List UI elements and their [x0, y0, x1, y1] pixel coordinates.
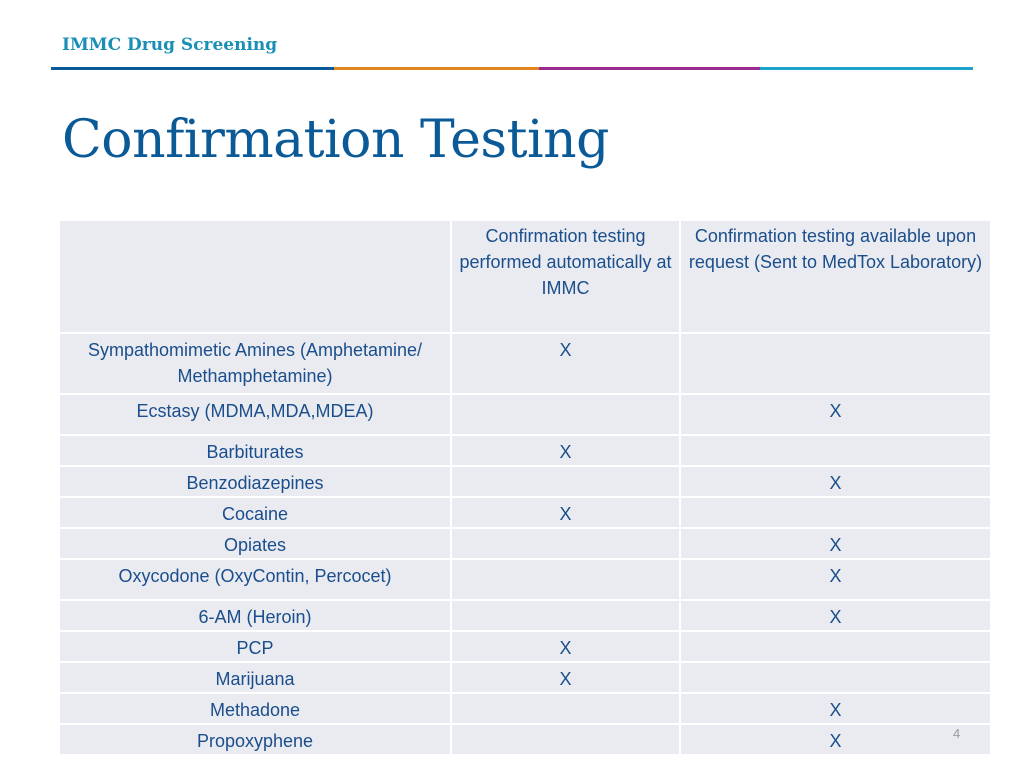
automatic-confirmation-cell: [451, 693, 680, 724]
automatic-confirmation-cell: [451, 466, 680, 497]
on-request-confirmation-cell: X: [680, 394, 991, 435]
table-row: [59, 559, 991, 600]
table-row: [59, 724, 991, 755]
automatic-confirmation-cell: X: [451, 631, 680, 662]
on-request-confirmation-cell: [680, 333, 991, 394]
drug-name-cell: Oxycodone (OxyContin, Percocet): [59, 559, 451, 600]
table-row: [59, 466, 991, 497]
automatic-confirmation-cell: [451, 559, 680, 600]
header-divider-orange: [334, 67, 539, 70]
automatic-confirmation-cell: [451, 600, 680, 631]
drug-name-cell: Propoxyphene: [59, 724, 451, 755]
table-row: [59, 693, 991, 724]
table-row: [59, 497, 991, 528]
automatic-confirmation-cell: [451, 394, 680, 435]
slide-title: Confirmation Testing: [62, 110, 609, 170]
drug-name-cell: Benzodiazepines: [59, 466, 451, 497]
table-row: [59, 435, 991, 466]
automatic-confirmation-cell: X: [451, 662, 680, 693]
header-divider-blue: [51, 67, 334, 70]
drug-name-cell: Barbiturates: [59, 435, 451, 466]
automatic-confirmation-cell: [451, 528, 680, 559]
header-cell-drug: [59, 220, 451, 333]
drug-name-cell: PCP: [59, 631, 451, 662]
on-request-confirmation-cell: [680, 497, 991, 528]
header-cell-on-request: Confirmation testing available upon request (Sent to MedTox Laboratory): [680, 220, 991, 333]
table-row: [59, 333, 991, 394]
table-row: [59, 662, 991, 693]
drug-name-cell: 6-AM (Heroin): [59, 600, 451, 631]
on-request-confirmation-cell: X: [680, 528, 991, 559]
header-title: IMMC Drug Screening: [62, 35, 278, 55]
table-row: [59, 600, 991, 631]
on-request-confirmation-cell: [680, 662, 991, 693]
header-divider-cyan: [760, 67, 973, 70]
on-request-confirmation-cell: X: [680, 600, 991, 631]
table-row: [59, 528, 991, 559]
header-divider-purple: [539, 67, 760, 70]
on-request-confirmation-cell: X: [680, 559, 991, 600]
automatic-confirmation-cell: X: [451, 333, 680, 394]
drug-name-cell: Methadone: [59, 693, 451, 724]
on-request-confirmation-cell: X: [680, 693, 991, 724]
drug-name-cell: Opiates: [59, 528, 451, 559]
table-row: [59, 631, 991, 662]
table-row: [59, 394, 991, 435]
drug-name-cell: Ecstasy (MDMA,MDA,MDEA): [59, 394, 451, 435]
table-header-row: [59, 220, 991, 333]
drug-name-cell: Marijuana: [59, 662, 451, 693]
drug-name-cell: Sympathomimetic Amines (Amphetamine/ Methamphetamine): [59, 333, 451, 394]
header-cell-automatic: Confirmation testing performed automatically at IMMC: [451, 220, 680, 333]
drug-name-cell: Cocaine: [59, 497, 451, 528]
automatic-confirmation-cell: [451, 724, 680, 755]
automatic-confirmation-cell: X: [451, 435, 680, 466]
confirmation-testing-table: [58, 219, 992, 756]
on-request-confirmation-cell: [680, 631, 991, 662]
on-request-confirmation-cell: X: [680, 724, 991, 755]
on-request-confirmation-cell: X: [680, 466, 991, 497]
automatic-confirmation-cell: X: [451, 497, 680, 528]
page-number: 4: [953, 726, 961, 741]
on-request-confirmation-cell: [680, 435, 991, 466]
